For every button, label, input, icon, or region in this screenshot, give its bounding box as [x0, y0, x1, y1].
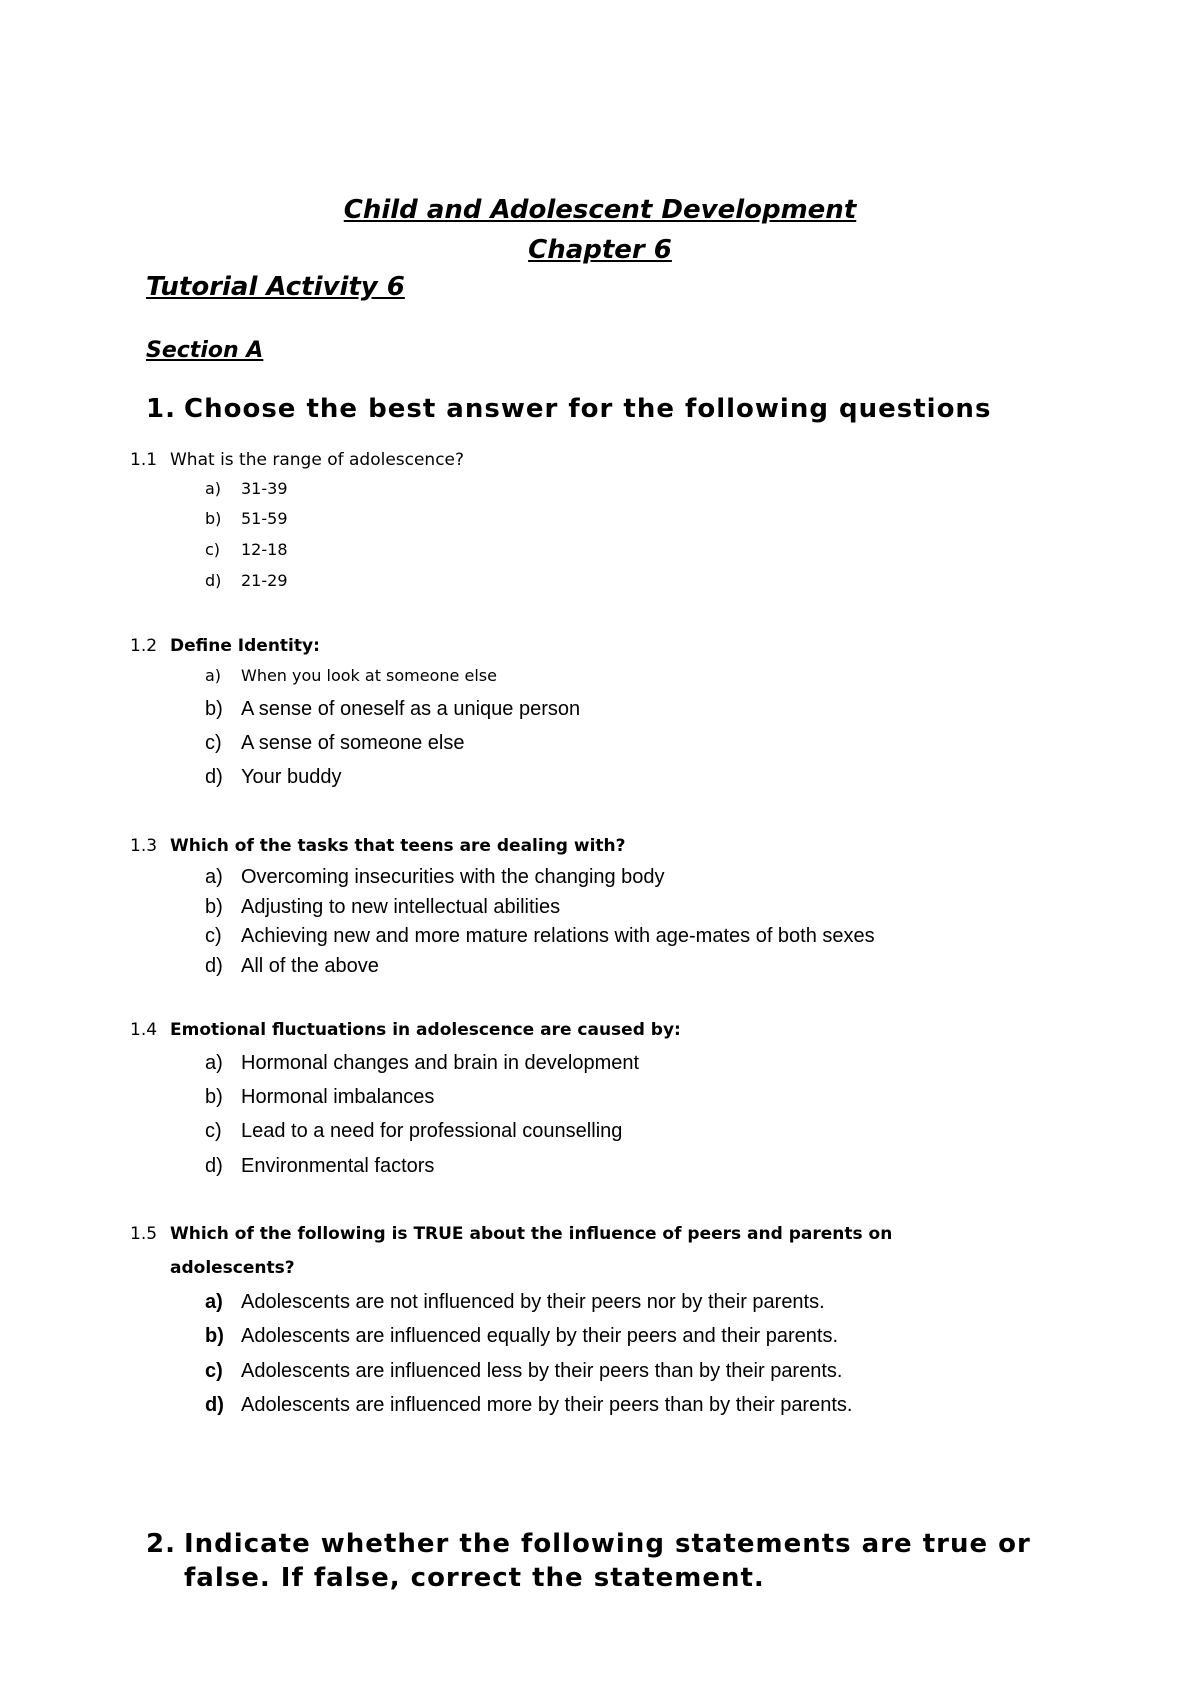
question-text: Which of the following is TRUE about the influence of peers and parents on [170, 1224, 893, 1244]
option-text: Your buddy [241, 766, 342, 788]
option-text: A sense of someone else [241, 732, 465, 754]
option-text: Lead to a need for professional counselling [241, 1120, 623, 1142]
question-1-5 [130, 1222, 892, 1246]
part1-number: 1. [146, 394, 176, 424]
option-letter: c) [205, 925, 222, 947]
question-1-2 [130, 634, 320, 658]
part2-heading-continued: false. If false, correct the statement. [184, 1563, 765, 1593]
option-text: Adolescents are influenced equally by their peers and their parents. [241, 1325, 839, 1347]
option-text: Achieving new and more mature relations with age-mates of both sexes [241, 925, 875, 947]
option-text: 31-39 [241, 479, 288, 498]
option-text: Adolescents are influenced less by their peers than by their parents. [241, 1360, 843, 1382]
question-text-continued: adolescents? [170, 1258, 295, 1278]
option [205, 730, 464, 756]
question-number: 1.3 [130, 836, 158, 856]
option-letter: c) [205, 732, 222, 754]
option-letter: a) [205, 666, 222, 685]
title-block [0, 190, 1200, 270]
activity-title: Tutorial Activity 6 [146, 272, 405, 302]
part1-heading [146, 392, 991, 426]
option-letter: b) [205, 698, 223, 720]
option [205, 1289, 825, 1315]
option [205, 476, 288, 502]
option-text: 21-29 [241, 571, 288, 590]
chapter-title: Chapter 6 [528, 235, 672, 265]
option [205, 953, 379, 979]
option [205, 568, 288, 594]
option [205, 864, 665, 890]
section-title: Section A [146, 338, 264, 363]
part2-heading-text: Indicate whether the following statements are true or [184, 1529, 1031, 1559]
option [205, 696, 580, 722]
option [205, 1050, 639, 1076]
question-number: 1.2 [130, 636, 158, 656]
option-letter: b) [205, 1086, 223, 1108]
option [205, 764, 341, 790]
option-text: Adjusting to new intellectual abilities [241, 896, 561, 918]
option-letter: d) [205, 571, 222, 590]
option-text: Overcoming insecurities with the changing body [241, 866, 665, 888]
option-text: When you look at someone else [241, 666, 497, 685]
option [205, 663, 497, 689]
option-letter: a) [205, 1291, 223, 1313]
option-text: 12-18 [241, 540, 288, 559]
option [205, 1153, 434, 1179]
option [205, 1084, 434, 1110]
option-text: A sense of oneself as a unique person [241, 698, 581, 720]
option-text: Environmental factors [241, 1155, 435, 1177]
question-text: What is the range of adolescence? [170, 450, 465, 470]
question-text: Define Identity: [170, 636, 320, 656]
question-number: 1.1 [130, 450, 158, 470]
question-number: 1.5 [130, 1224, 158, 1244]
option-text: 51-59 [241, 509, 288, 528]
document-title: Child and Adolescent Development [343, 195, 857, 225]
part2-heading [146, 1527, 1086, 1561]
option [205, 537, 288, 563]
part2-number: 2. [146, 1529, 176, 1559]
option-text: All of the above [241, 955, 379, 977]
option-letter: c) [205, 1120, 222, 1142]
option-letter: d) [205, 1155, 223, 1177]
option [205, 1392, 852, 1418]
question-text: Which of the tasks that teens are dealing with? [170, 836, 626, 856]
option [205, 1323, 838, 1349]
option-letter: a) [205, 866, 223, 888]
option-text: Hormonal changes and brain in development [241, 1052, 640, 1074]
option [205, 894, 560, 920]
option-text: Hormonal imbalances [241, 1086, 435, 1108]
part1-heading-text: Choose the best answer for the following questions [184, 394, 992, 424]
question-1-4 [130, 1018, 681, 1042]
option-letter: d) [205, 1394, 224, 1416]
question-1-3 [130, 834, 626, 858]
question-number: 1.4 [130, 1020, 158, 1040]
option-letter: b) [205, 509, 222, 528]
question-1-1 [130, 448, 464, 472]
question-text: Emotional fluctuations in adolescence are caused by: [170, 1020, 681, 1040]
option [205, 1358, 842, 1384]
option [205, 923, 875, 949]
option-letter: b) [205, 1325, 224, 1347]
option-letter: d) [205, 955, 223, 977]
option [205, 506, 288, 532]
option-letter: b) [205, 896, 223, 918]
option-text: Adolescents are influenced more by their peers than by their parents. [241, 1394, 853, 1416]
option [205, 1118, 622, 1144]
option-letter: c) [205, 1360, 223, 1382]
option-letter: d) [205, 766, 223, 788]
option-letter: a) [205, 479, 222, 498]
option-text: Adolescents are not influenced by their peers nor by their parents. [241, 1291, 825, 1313]
option-letter: c) [205, 540, 221, 559]
option-letter: a) [205, 1052, 223, 1074]
